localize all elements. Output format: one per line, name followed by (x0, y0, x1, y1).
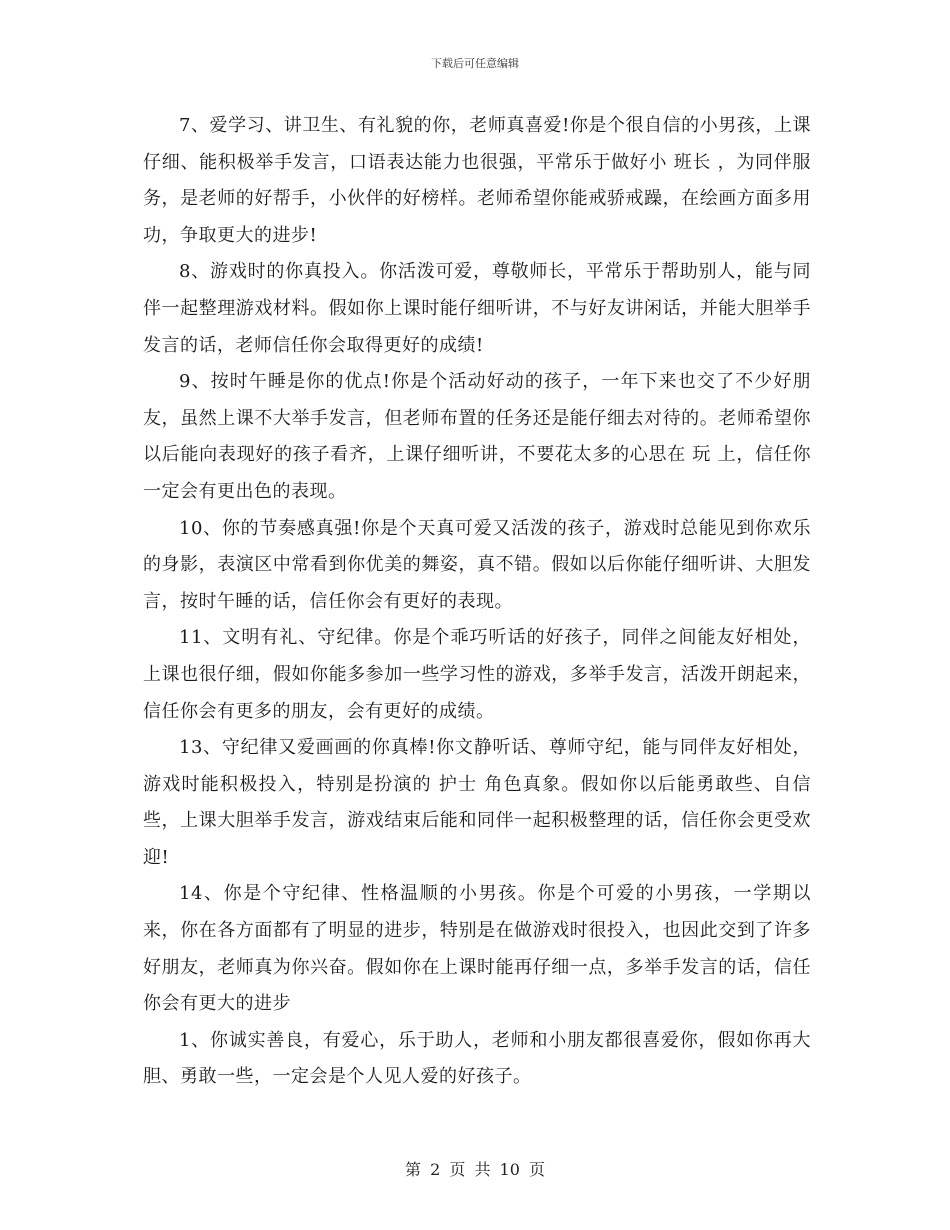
page-number-footer: 第 2 页 共 10 页 (405, 1160, 545, 1179)
comment-paragraph-11: 11、文明有礼、守纪律。你是个乖巧听话的好孩子，同伴之间能友好相处，上课也很仔细，假如你能多参加一些学习性的游戏，多举手发言，活泼开朗起来，信任你会有更多的朋友，会有更好的成绩。 (143, 627, 811, 722)
page-header: 下载后可任意编辑 (431, 57, 519, 70)
comment-paragraph-1: 1、你诚实善良，有爱心，乐于助人，老师和小朋友都很喜爱你，假如你再大胆、勇敢一些，一定会是个人见人爱的好孩子。 (143, 1029, 811, 1088)
comment-paragraph-9: 9、按时午睡是你的优点!你是个活动好动的孩子，一年下来也交了不少好朋友，虽然上课不大举手发言，但老师布置的任务还是能仔细去对待的。老师希望你以后能向表现好的孩子看齐，上课仔细听讲，不要花太多的心思在 玩 上，信任你一定会有更出色的表现。 (143, 371, 811, 502)
document-body (143, 108, 811, 1096)
comment-paragraph-8: 8、游戏时的你真投入。你活泼可爱，尊敬师长，平常乐于帮助别人，能与同伴一起整理游戏材料。假如你上课时能仔细听讲，不与好友讲闲话，并能大胆举手发言的话，老师信任你会取得更好的成绩! (143, 261, 811, 356)
comment-paragraph-13: 13、守纪律又爱画画的你真棒!你文静听话、尊师守纪，能与同伴友好相处，游戏时能积极投入，特别是扮演的 护士 角色真象。假如你以后能勇敢些、自信些，上课大胆举手发言，游戏结束后能和同伴一起积极整理的话，信任你会更受欢迎! (143, 737, 811, 868)
comment-paragraph-14: 14、你是个守纪律、性格温顺的小男孩。你是个可爱的小男孩，一学期以来，你在各方面都有了明显的进步，特别是在做游戏时很投入，也因此交到了许多好朋友，老师真为你兴奋。假如你在上课时能再仔细一点，多举手发言的话，信任你会有更大的进步 (143, 883, 811, 1015)
comment-paragraph-7: 7、爱学习、讲卫生、有礼貌的你，老师真喜爱!你是个很自信的小男孩，上课仔细、能积极举手发言，口语表达能力也很强，平常乐于做好小 班长 ，为同伴服务，是老师的好帮手，小伙伴的好榜样。老师希望你能戒骄戒躁，在绘画方面多用功，争取更大的进步! (143, 115, 811, 246)
comment-paragraph-10: 10、你的节奏感真强!你是个天真可爱又活泼的孩子，游戏时总能见到你欢乐的身影，表演区中常看到你优美的舞姿，真不错。假如以后你能仔细听讲、大胆发言，按时午睡的话，信任你会有更好的表现。 (143, 517, 811, 612)
